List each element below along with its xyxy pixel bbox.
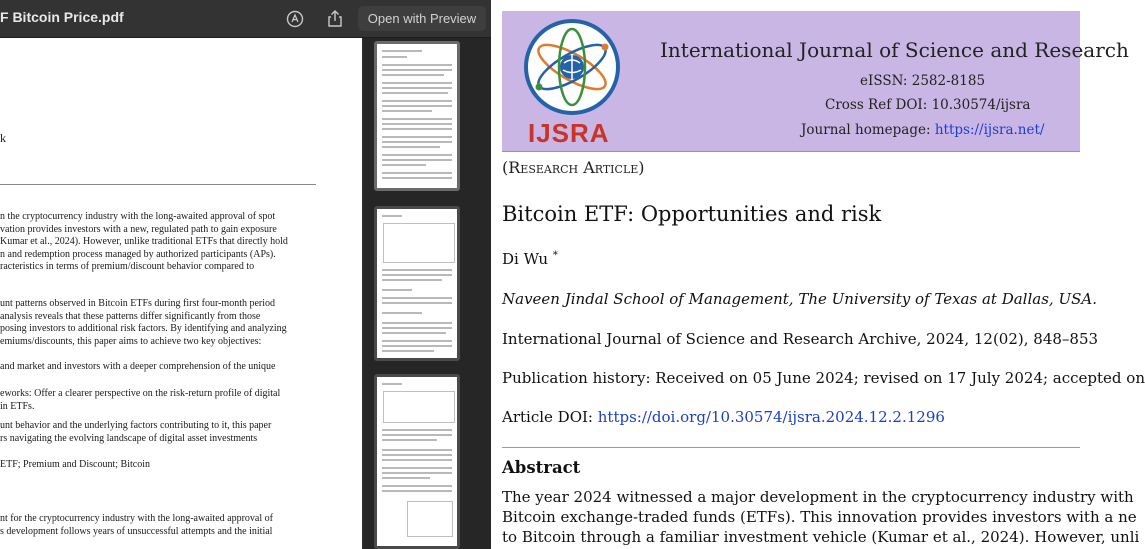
share-icon[interactable]	[323, 7, 347, 31]
atom-globe-logo-icon	[522, 19, 622, 124]
page-text-line: analysis reveals that these patterns differ significantly from those	[0, 311, 261, 322]
page-thumbnail[interactable]	[374, 374, 460, 549]
page-thumbnail[interactable]	[374, 206, 460, 361]
journal-homepage	[801, 122, 1044, 138]
page-text-line: unt patterns observed in Bitcoin ETFs during first four-month period	[0, 298, 276, 309]
viewer-toolbar	[0, 0, 491, 38]
author-name	[502, 250, 558, 268]
journal-name: International Journal of Science and Research	[660, 38, 1129, 62]
page-text-line: and market and investors with a deeper comprehension of the unique	[0, 361, 276, 372]
abstract-line: Bitcoin exchange-traded funds (ETFs). This innovation provides investors with a ne	[502, 508, 1137, 526]
page-text-line: s development follows years of unsuccessful attempts and the initial	[0, 526, 273, 537]
eissn: eISSN: 2582-8185	[860, 73, 986, 89]
page-text-line: rs navigating the evolving landscape of digital asset investments	[0, 433, 258, 444]
thumbnail-sidebar[interactable]	[364, 38, 491, 549]
journal-banner	[502, 11, 1129, 152]
author: Di Wu	[502, 250, 549, 268]
crossref-doi: Cross Ref DOI: 10.30574/ijsra	[825, 97, 1031, 113]
abstract-line: to Bitcoin through a familiar investment vehicle (Kumar et al., 2024). However, unli	[502, 528, 1140, 546]
section-divider	[502, 447, 1080, 448]
page-text-line: unt behavior and the underlying factors contributing to it, this paper	[0, 420, 272, 431]
logo-wordmark: IJSRA	[528, 118, 610, 148]
abstract-line: The year 2024 witnessed a major development in the cryptocurrency industry with	[502, 488, 1134, 506]
page-text-line: racteristics in terms of premium/discount behavior compared to	[0, 261, 255, 272]
page-text-line: n and redemption process managed by authorized participants (APs).	[0, 249, 276, 260]
page-text-line: eworks: Offer a clearer perspective on the risk-return profile of digital	[0, 388, 281, 399]
page-text-line: k	[0, 131, 6, 145]
open-with-preview-button[interactable]: Open with Preview	[358, 6, 486, 31]
page-text-line: Kumar et al., 2024). However, unlike traditional ETFs that directly hold	[0, 236, 288, 247]
page-text-line: n the cryptocurrency industry with the long-awaited approval of spot	[0, 211, 276, 222]
split-divider	[491, 0, 502, 549]
affiliation: Naveen Jindal School of Management, The University of Texas at Dallas, USA.	[502, 290, 1097, 308]
markup-pen-icon[interactable]	[283, 7, 307, 31]
citation: International Journal of Science and Research Archive, 2024, 12(02), 848–853	[502, 330, 1099, 348]
pdf-quicklook-window	[0, 0, 491, 549]
page-text-line: vation provides investors with a new, regulated path to gain exposure	[0, 224, 277, 235]
document-title: F Bitcoin Price.pdf	[0, 9, 124, 25]
doi-link[interactable]: https://doi.org/10.30574/ijsra.2024.12.2.1296	[597, 408, 945, 426]
doi-label: Article DOI:	[502, 408, 598, 426]
pdf-page-view[interactable]	[0, 38, 362, 549]
abstract-heading: Abstract	[502, 458, 581, 477]
publication-history: Publication history: Received on 05 June 2024; revised on 17 July 2024; accepted on	[502, 369, 1145, 387]
page-text-line: in ETFs.	[0, 401, 35, 412]
article-type: (Research Article)	[502, 158, 645, 177]
page-divider	[0, 184, 316, 185]
article-page	[502, 0, 1145, 549]
page-thumbnail[interactable]	[374, 41, 460, 191]
page-text-line: emiums/discounts, this paper aims to achieve two key objectives:	[0, 336, 262, 347]
page-text-line: posing investors to additional risk factors. By identifying and analyzing	[0, 323, 287, 334]
homepage-link[interactable]: https://ijsra.net/	[934, 122, 1045, 138]
article-doi	[502, 408, 945, 426]
corresponding-mark: *	[552, 250, 558, 261]
article-title: Bitcoin ETF: Opportunities and risk	[502, 202, 882, 226]
page-text-line: nt for the cryptocurrency industry with the long-awaited approval of	[0, 513, 273, 524]
homepage-label: Journal homepage:	[801, 122, 935, 138]
page-text-line: ETF; Premium and Discount; Bitcoin	[0, 459, 150, 470]
